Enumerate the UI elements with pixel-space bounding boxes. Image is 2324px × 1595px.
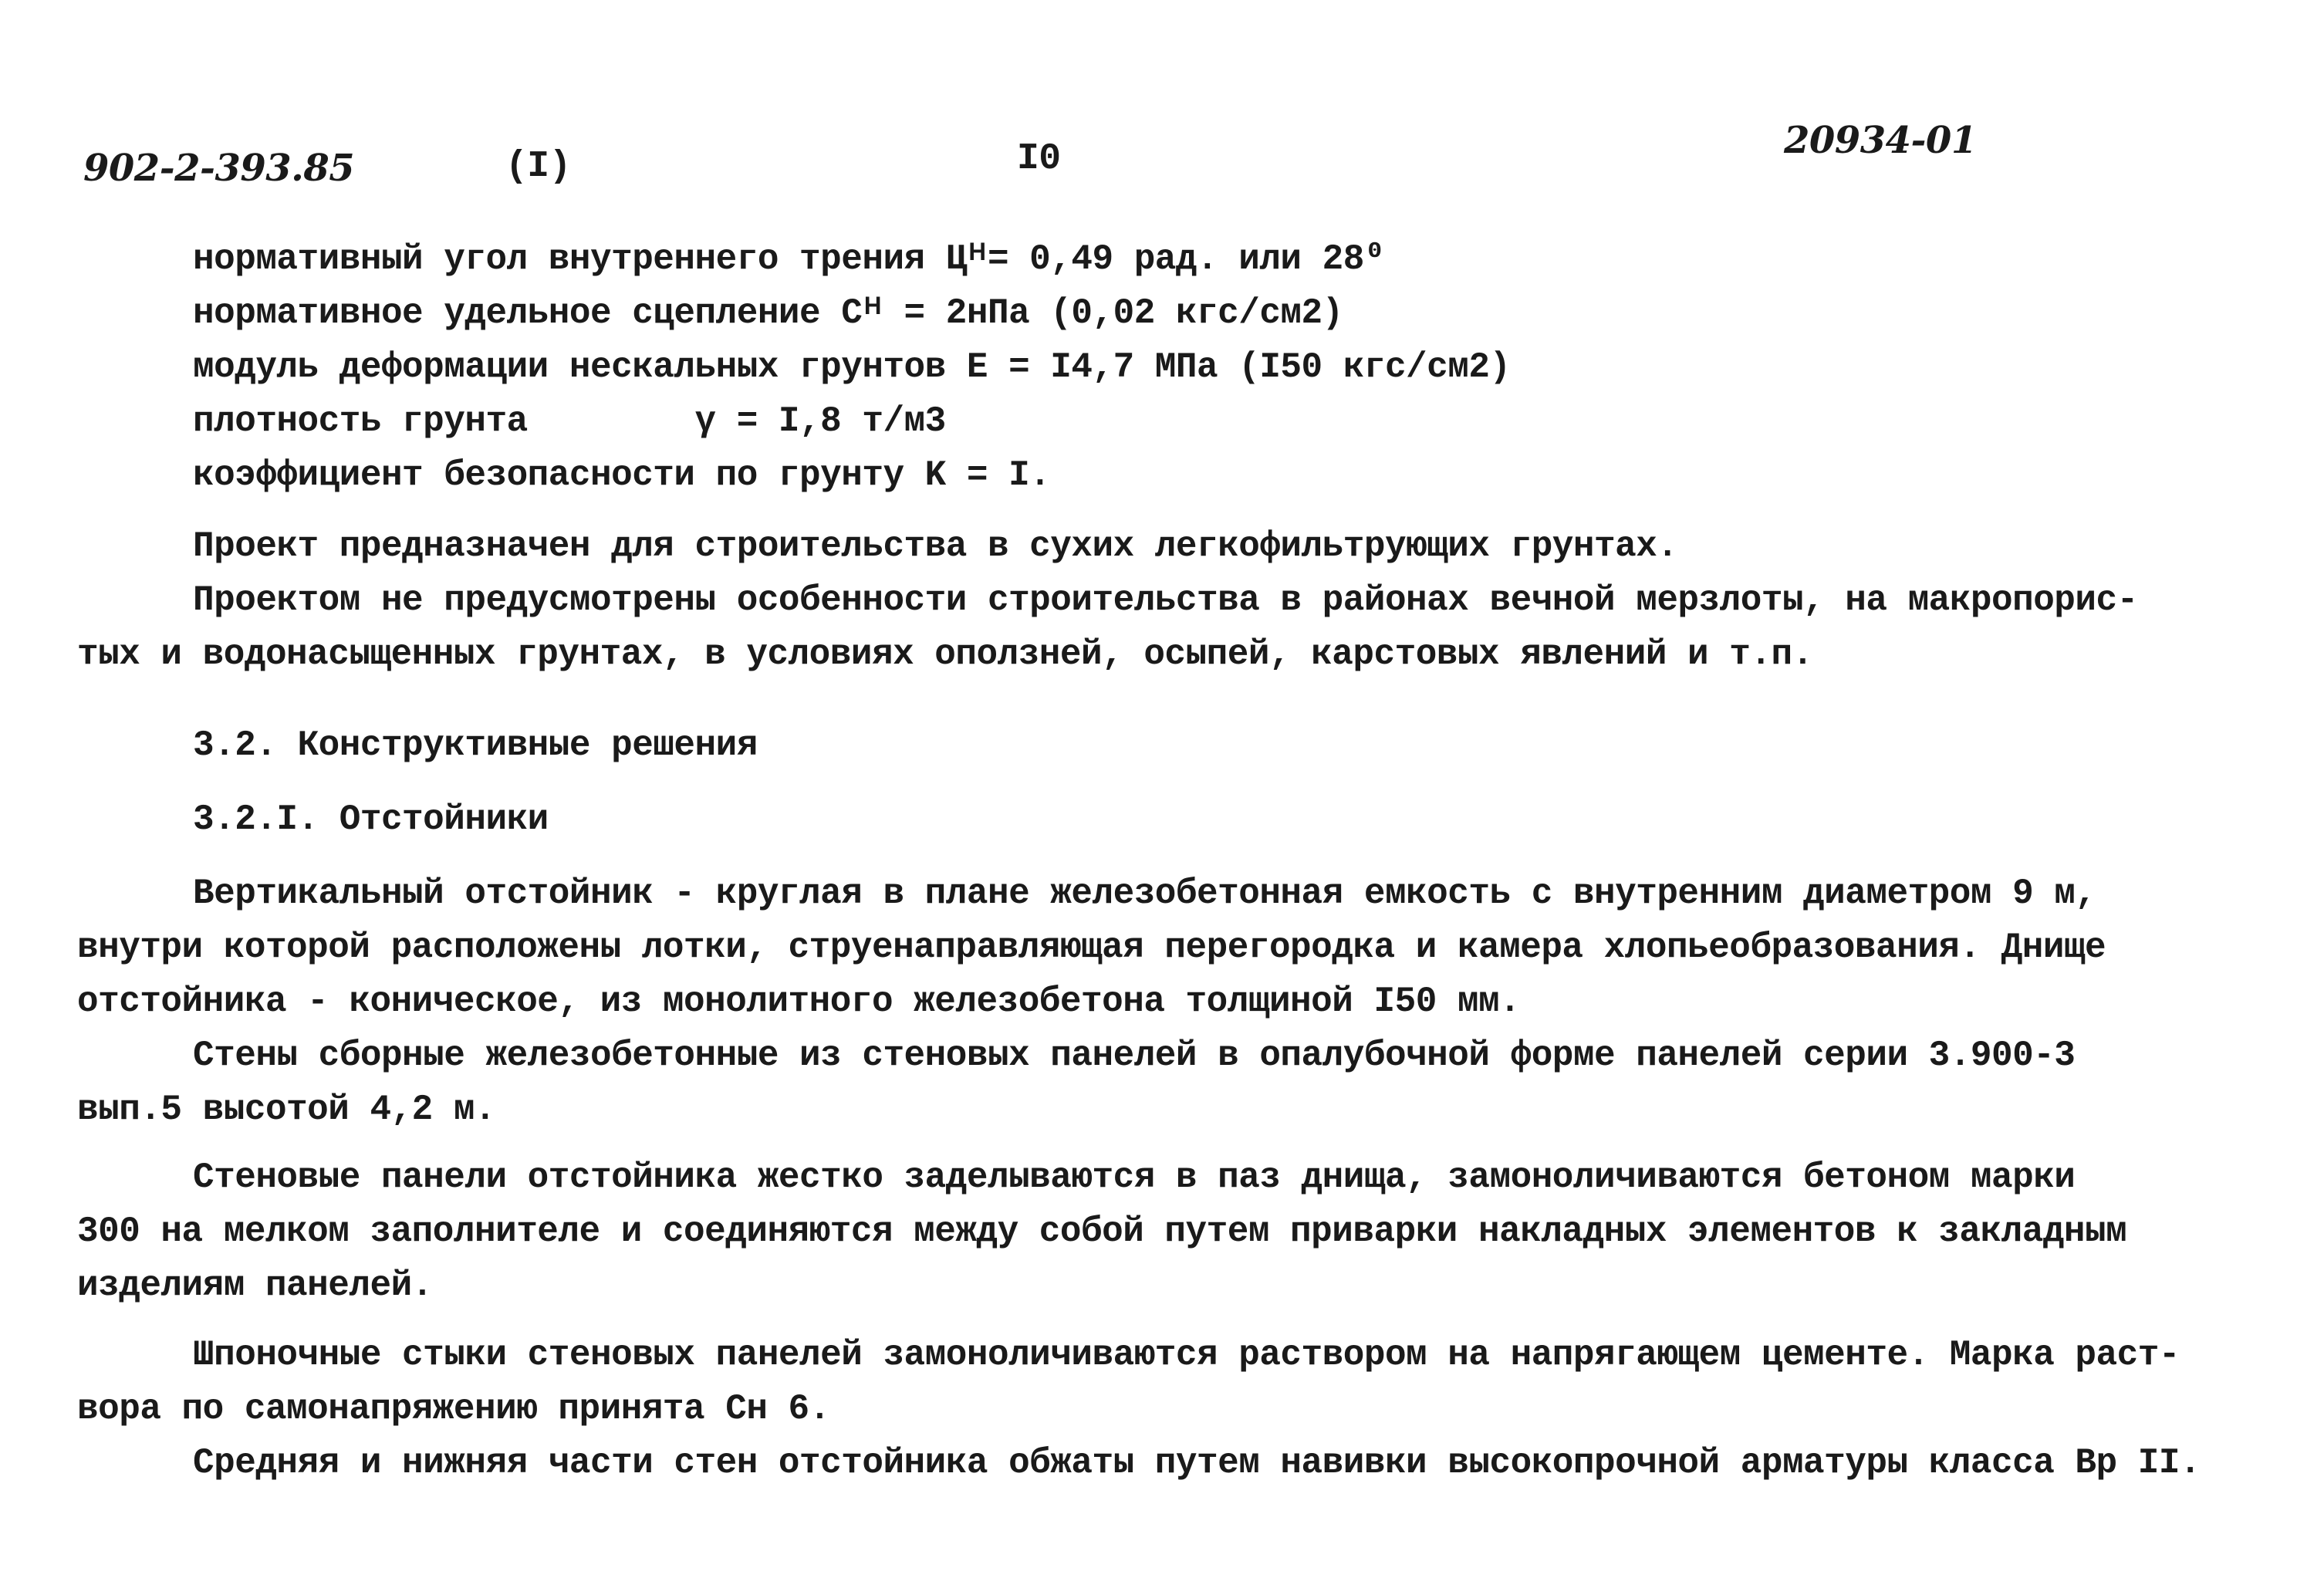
section-heading: 3.2. Конструктивные решения	[193, 725, 758, 765]
paragraph-panels-line-2: 300 на мелком заполнителе и соединяются между собой путем приварки накладных элементов к закладным	[77, 1211, 2127, 1252]
paragraph-joints-line-2: вора по самонапряжению принята Сн 6.	[77, 1389, 830, 1429]
page-number: I0	[1017, 138, 1061, 180]
soil-param-safety-factor: коэффициент безопасности по грунту K = I.	[193, 455, 1051, 495]
paragraph-not-provided-line-2: тых и водонасыщенных грунтах, в условиях оползней, осыпей, карстовых явлений и т.п.	[77, 634, 1813, 674]
paragraph-dry-soils: Проект предназначен для строительства в сухих легкофильтрующих грунтах.	[193, 526, 1678, 566]
paragraph-settler-line-2: внутри которой расположены лотки, струенаправляющая перегородка и камера хлопьеобразования. Днище	[77, 928, 2106, 968]
paragraph-settler-line-3: отстойника - коническое, из монолитного железобетона толщиной I50 мм.	[77, 982, 1521, 1022]
paragraph-walls-line-2: вып.5 высотой 4,2 м.	[77, 1090, 496, 1130]
soil-param-cohesion: нормативное удельное сцепление Cᴴ = 2нПа (0,02 кгс/см2)	[193, 293, 1343, 333]
paragraph-reinforcement: Средняя и нижняя части стен отстойника обжаты путем навивки высокопрочной арматуры класса Вр II.	[193, 1443, 2201, 1483]
soil-param-friction-angle: нормативный угол внутреннего трения Цᴴ= 0,49 рад. или 28⁰	[193, 239, 1386, 279]
subsection-heading: 3.2.I. Отстойники	[193, 799, 549, 840]
paragraph-panels-line-1: Стеновые панели отстойника жестко заделываются в паз днища, замоноличиваются бетоном марки	[193, 1157, 2076, 1198]
document-code: 902-2-393.85	[83, 147, 355, 190]
soil-param-density: плотность грунта γ = I,8 т/м3	[193, 401, 946, 441]
paragraph-not-provided-line-1: Проектом не предусмотрены особенности строительства в районах вечной мерзлоты, на макропорис-	[193, 580, 2138, 620]
paragraph-walls-line-1: Стены сборные железобетонные из стеновых панелей в опалубочной форме панелей серии 3.900-3	[193, 1036, 2076, 1076]
inventory-number: 20934-01	[1784, 119, 1977, 162]
soil-param-deformation-modulus: модуль деформации нескальных грунтов E = I4,7 МПа (I50 кгс/см2)	[193, 347, 1511, 387]
part-number: (I)	[505, 146, 571, 188]
paragraph-panels-line-3: изделиям панелей.	[77, 1266, 433, 1306]
paragraph-joints-line-1: Шпоночные стыки стеновых панелей замоноличиваются раствором на напрягающем цементе. Марка раст-	[193, 1335, 2180, 1375]
paragraph-settler-line-1: Вертикальный отстойник - круглая в плане железобетонная емкость с внутренним диаметром 9 м,	[193, 874, 2096, 914]
